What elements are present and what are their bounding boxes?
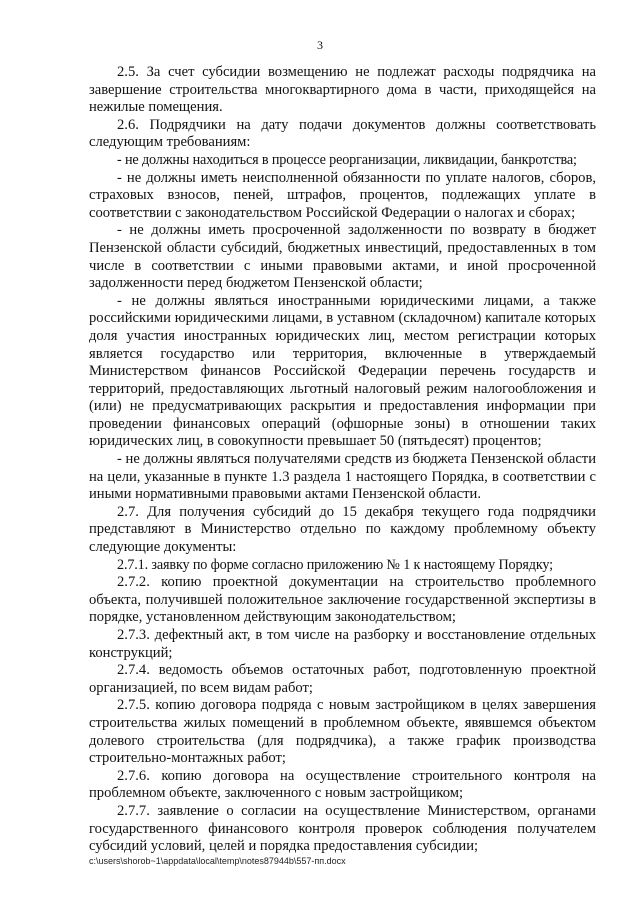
paragraph-2-7-5: 2.7.5. копию договора подряда с новым застройщиком в целях завершения строительства жилых помещений в проблемном объекте, явявшемся объектом долевого строительства (для подрядчика), а также график производства строительно-монтажных работ; [89,697,596,767]
paragraph-2-7-4: 2.7.4. ведомость объемов остаточных работ, подготовленную проектной организацией, по всем видам работ; [89,662,596,696]
requirement-item: - не должны являться получателями средств из бюджета Пензенской области на цели, указанные в пункте 1.3 раздела 1 настоящего Порядка, в соответствии с иными нормативными правовыми актами Пензенской области. [89,451,596,503]
paragraph-2-5: 2.5. За счет субсидии возмещению не подлежат расходы подрядчика на завершение строительства многоквартирного дома в части, приходящейся на нежилые помещения. [89,64,596,116]
paragraph-2-7: 2.7. Для получения субсидий до 15 декабря текущего года подрядчики представляют в Министерство отдельно по каждому проблемному объекту следующие документы: [89,503,596,556]
paragraph-2-7-2: 2.7.2. копию проектной документации на строительство проблемного объекта, получившей положительное заключение государственной экспертизы в порядке, установленном действующим законодательством; [89,574,596,626]
paragraph-2-7-1: 2.7.1. заявку по форме согласно приложению № 1 к настоящему Порядку; [117,556,553,573]
footer-file-path: c:\users\shorob~1\appdata\local\temp\notes87944b\557-пп.docx [89,856,346,866]
paragraph-2-6: 2.6. Подрядчики на дату подачи документов должны соответствовать следующим требованиям: [89,116,596,151]
requirement-item: - не должны иметь неисполненной обязанности по уплате налогов, сборов, страховых взносов, пеней, штрафов, процентов, подлежащих уплате в соответствии с законодательством Российской Федерации о налогах и сборах; [89,169,596,221]
requirement-item: - не должны иметь просроченной задолженности по возврату в бюджет Пензенской области субсидий, бюджетных инвестиций, предоставленных в том числе в соответствии с иными правовыми актами, и иной просроченной задолженности перед бюджетом Пензенской области; [89,222,596,292]
requirement-item: - не должны находиться в процессе реорганизации, ликвидации, банкротства; [117,151,577,168]
paragraph-2-7-6: 2.7.6. копию договора на осуществление строительного контроля на проблемном объекте, заключенного с новым застройщиком; [89,767,596,802]
requirement-item: - не должны являться иностранными юридическими лицами, а также российскими юридическими лицами, в уставном (складочном) капитале которых доля участия иностранных юридических лиц, местом регистрации которых является государство или территория, включенные в утверждаемый Министерством финансов Российской Федерации перечень государств и территорий, предоставляющих льготный налоговый режим налогообложения и (или) не предусматривающих раскрытия и предоставления информации при проведении финансовых операций (офшорные зоны) в отношении таких юридических лиц, в совокупности превышает 50 (пятьдесят) процентов; [89,292,596,450]
paragraph-2-7-7: 2.7.7. заявление о согласии на осуществление Министерством, органами государственного финансового контроля проверок соблюдения получателем субсидий условий, целей и порядка предоставления субсидии; [89,802,596,855]
page-number: 3 [317,38,323,52]
document-body [89,64,596,856]
paragraph-2-7-3: 2.7.3. дефектный акт, в том числе на разборку и восстановление отдельных конструкций; [89,627,596,661]
